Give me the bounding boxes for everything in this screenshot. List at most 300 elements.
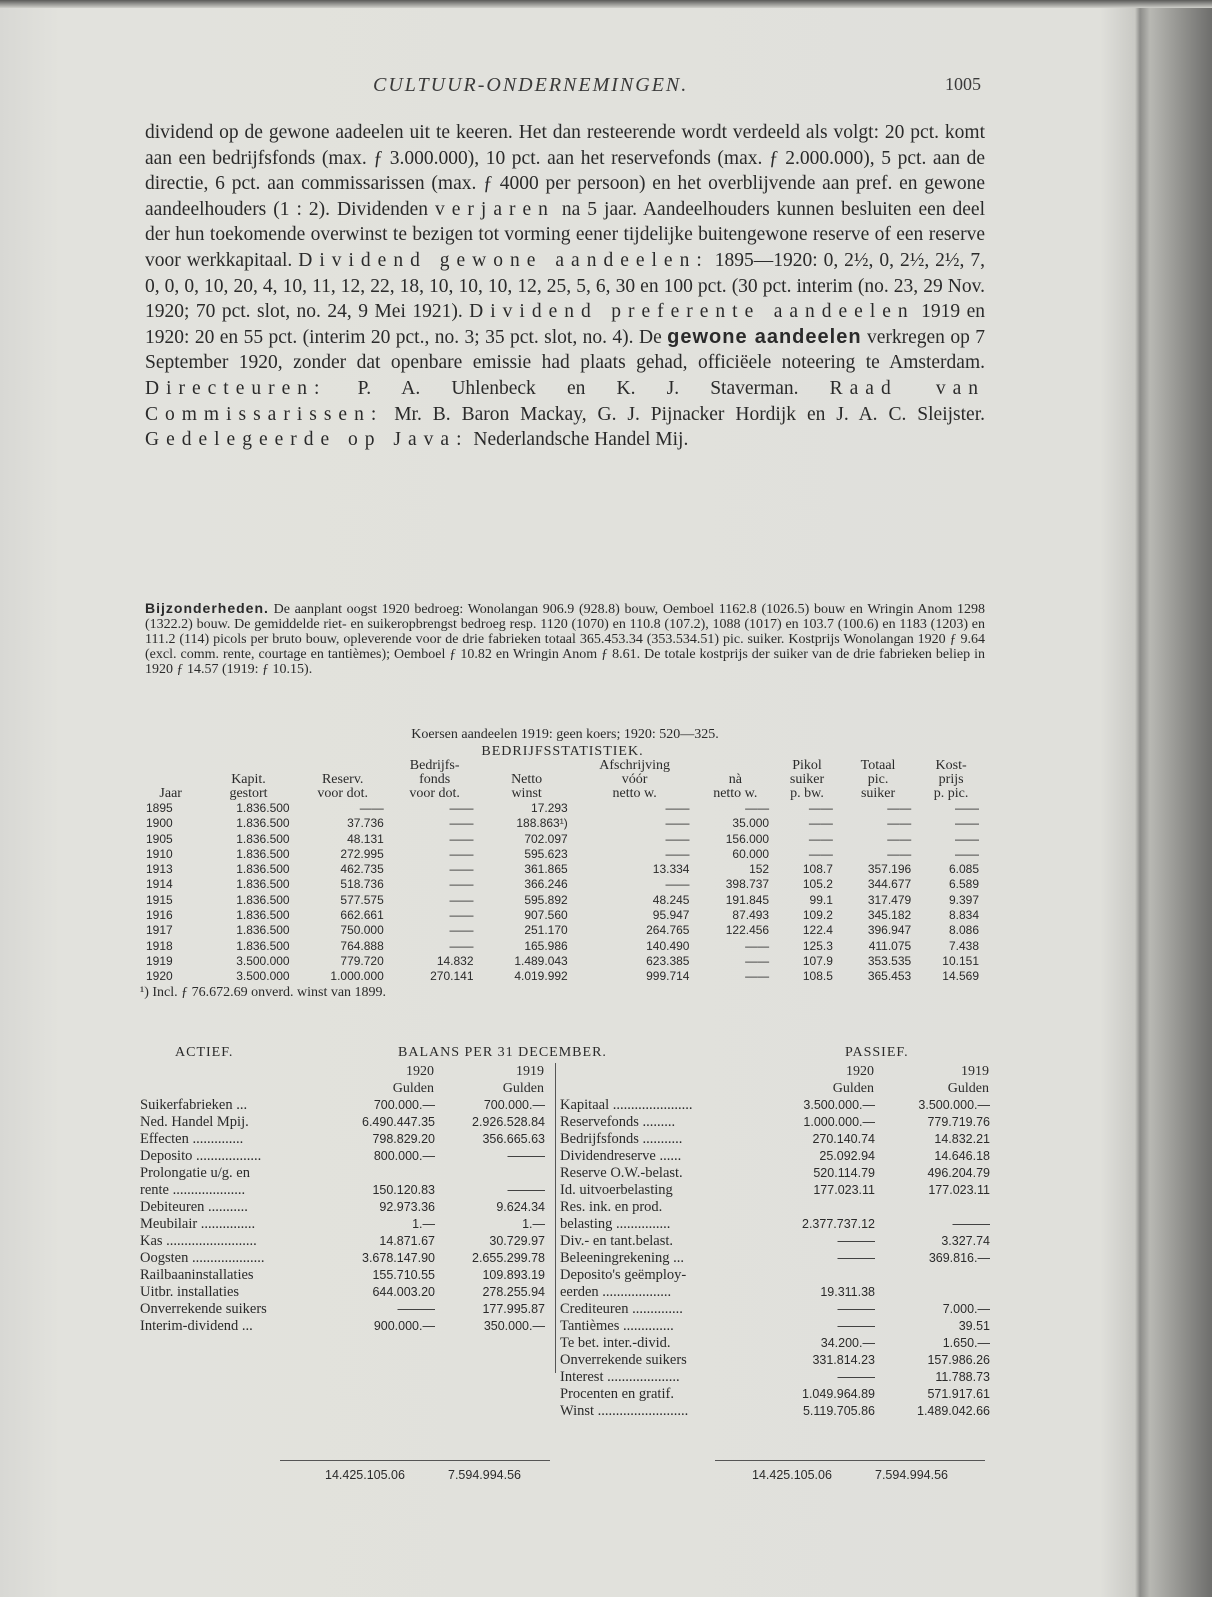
balance-item-value bbox=[875, 1284, 990, 1301]
statistiek-header-cell: p. pic. bbox=[933, 786, 969, 801]
label-gedelegeerde: Gedelegeerde op Java: bbox=[145, 429, 469, 451]
balance-item-value: 2.655.299.78 bbox=[472, 1251, 545, 1265]
balance-item-label: Onverrekende suikers bbox=[140, 1301, 267, 1317]
table-cell: 1.836.500 bbox=[236, 892, 290, 907]
text-de: De bbox=[638, 326, 662, 348]
table-cell: 1.836.500 bbox=[236, 816, 290, 831]
passief-unit-1920: Gulden bbox=[832, 1081, 874, 1096]
table-cell: 1895 bbox=[146, 801, 173, 815]
list-item bbox=[140, 1199, 545, 1216]
statistiek-header-cell: voor dot. bbox=[409, 786, 460, 801]
actief-total-1919: 7.594.994.56 bbox=[448, 1468, 521, 1482]
balance-item-value: 177.023.11 bbox=[813, 1183, 875, 1197]
list-item bbox=[560, 1182, 990, 1199]
list-item bbox=[560, 1131, 990, 1148]
statistiek-footnote: ¹) Incl. ƒ 76.672.69 onverd. winst van 1899. bbox=[140, 984, 387, 1000]
balance-item-label: Prolongatie u/g. en bbox=[140, 1165, 250, 1181]
statistiek-header-cell: netto w. bbox=[612, 786, 657, 801]
balance-item-value: 150.120.83 bbox=[372, 1183, 435, 1197]
table-cell: 1.836.500 bbox=[236, 831, 290, 846]
balance-item-value bbox=[325, 1165, 435, 1182]
list-item bbox=[140, 1250, 545, 1267]
statistiek-header-cell: Kost- bbox=[935, 758, 967, 773]
balance-item-label: Debiteuren ........... bbox=[140, 1199, 248, 1215]
balance-item-value: 3.678.147.90 bbox=[362, 1251, 435, 1265]
statistiek-header-cell: Netto bbox=[511, 772, 543, 787]
balance-item-value bbox=[875, 1267, 990, 1284]
balance-item-value: 278.255.94 bbox=[482, 1285, 545, 1299]
table-cell: 35.000 bbox=[732, 816, 770, 831]
koersen-line: Koersen aandeelen 1919: geen koers; 1920: 520—325. bbox=[411, 727, 719, 742]
balance-item-label: Meubilair ............... bbox=[140, 1216, 256, 1232]
table-cell: 10.151 bbox=[942, 953, 979, 968]
list-item bbox=[560, 1165, 990, 1182]
table-cell: 108.5 bbox=[802, 969, 833, 984]
statistiek-title: BEDRIJFSSTATISTIEK. bbox=[481, 744, 644, 759]
page-header bbox=[0, 74, 1100, 104]
table-cell: 48.245 bbox=[652, 892, 690, 907]
statistiek-header-cell bbox=[695, 759, 775, 773]
statistiek-header-cell bbox=[480, 759, 574, 773]
balance-item-value: 5.119.705.86 bbox=[802, 1404, 875, 1418]
text-gedelegeerde: Nederlandsche Handel Mij. bbox=[473, 429, 689, 451]
table-cell: 317.479 bbox=[867, 892, 912, 907]
passief-column bbox=[555, 1063, 990, 1419]
table-cell: —— bbox=[665, 846, 690, 861]
balance-item-value: ——— bbox=[507, 1183, 545, 1197]
table-cell: 7.438 bbox=[948, 938, 979, 953]
balance-item-value: 92.973.36 bbox=[379, 1200, 435, 1214]
statistiek-header-cell: Afschrijving bbox=[599, 758, 670, 773]
table-cell: —— bbox=[887, 831, 912, 846]
table-cell: —— bbox=[449, 892, 474, 907]
table-cell: 1.836.500 bbox=[236, 923, 290, 938]
balance-item-label: Te bet. inter.-divid. bbox=[560, 1335, 671, 1351]
actief-unit-1920: Gulden bbox=[392, 1081, 434, 1096]
balance-item-label: rente .................... bbox=[140, 1182, 246, 1198]
table-cell: 361.865 bbox=[524, 862, 568, 877]
statistiek-header-cell: fonds bbox=[419, 772, 451, 787]
passief-total-1920: 14.425.105.06 bbox=[752, 1468, 832, 1482]
statistiek-header-cell: Totaal bbox=[860, 758, 896, 773]
table-cell: 1.836.500 bbox=[236, 908, 290, 923]
statistiek-header-cell: Bedrijfs- bbox=[409, 758, 460, 773]
list-item bbox=[140, 1131, 545, 1148]
table-cell: 1.836.500 bbox=[236, 877, 290, 892]
table-cell: —— bbox=[449, 938, 474, 953]
table-cell: 595.623 bbox=[524, 846, 568, 861]
table-cell: —— bbox=[808, 831, 833, 846]
actief-unit-1919: Gulden bbox=[502, 1081, 544, 1096]
balance-item-label: Railbaaninstallaties bbox=[140, 1267, 254, 1283]
balance-item-label: Reserve O.W.-belast. bbox=[560, 1165, 683, 1181]
table-cell: —— bbox=[808, 846, 833, 861]
balance-item-label: Deposito .................. bbox=[140, 1148, 262, 1164]
balance-item-value: 779.719.76 bbox=[927, 1115, 990, 1129]
balance-item-value: 356.665.63 bbox=[482, 1132, 545, 1146]
table-row bbox=[140, 939, 985, 954]
table-cell: 95.947 bbox=[652, 908, 690, 923]
table-cell: 365.453 bbox=[867, 969, 912, 984]
passief-year-1920: 1920 bbox=[846, 1064, 874, 1079]
balance-item-value: 14.832.21 bbox=[934, 1132, 990, 1146]
table-cell: —— bbox=[745, 938, 770, 953]
table-cell: 1916 bbox=[146, 908, 173, 923]
balance-item-value: ——— bbox=[507, 1149, 545, 1163]
balance-item-label: Tantièmes .............. bbox=[560, 1318, 674, 1334]
balance-item-value: 700.000.— bbox=[373, 1098, 435, 1112]
balance-item-value bbox=[760, 1199, 875, 1216]
list-item bbox=[140, 1267, 545, 1284]
balance-item-value: 800.000.— bbox=[373, 1149, 435, 1163]
table-cell: —— bbox=[745, 969, 770, 984]
balance-item-value bbox=[875, 1199, 990, 1216]
table-row bbox=[140, 816, 985, 831]
statistiek-header bbox=[140, 759, 985, 801]
balance-item-label: Div.- en tant.belast. bbox=[560, 1233, 674, 1249]
table-cell: 9.397 bbox=[948, 892, 979, 907]
table-cell: 411.075 bbox=[868, 938, 912, 953]
balance-item-value: ——— bbox=[952, 1217, 990, 1231]
table-cell: 270.141 bbox=[430, 969, 474, 984]
balance-item-value: 177.995.87 bbox=[482, 1302, 545, 1316]
table-cell: —— bbox=[449, 923, 474, 938]
balance-item-value bbox=[435, 1165, 545, 1182]
table-cell: 750.000 bbox=[340, 923, 384, 938]
statistiek-header-cell: Kapit. bbox=[231, 772, 266, 787]
balance-item-value: 7.000.— bbox=[942, 1302, 990, 1316]
balans bbox=[140, 1045, 990, 1443]
balance-item-label: Reservefonds ......... bbox=[560, 1114, 676, 1130]
balance-item-label: Onverrekende suikers bbox=[560, 1352, 687, 1368]
table-cell: —— bbox=[808, 816, 833, 831]
table-cell: —— bbox=[665, 801, 690, 815]
balance-item-value: 900.000.— bbox=[373, 1319, 435, 1333]
passief-total-1919: 7.594.994.56 bbox=[875, 1468, 948, 1482]
table-cell: 1.489.043 bbox=[514, 953, 568, 968]
table-cell: —— bbox=[887, 801, 912, 815]
statistiek-header-cell bbox=[140, 773, 201, 787]
table-cell: 577.575 bbox=[340, 892, 384, 907]
passief-total-rule bbox=[715, 1460, 985, 1461]
balance-item-value: ——— bbox=[837, 1234, 875, 1248]
statistiek-header-row bbox=[140, 773, 985, 787]
statistiek-header-cell: netto w. bbox=[713, 786, 758, 801]
balance-item-label: Res. ink. en prod. bbox=[560, 1199, 663, 1215]
list-item bbox=[140, 1114, 545, 1131]
table-row bbox=[140, 832, 985, 847]
text-noteering: verkregen op 7 September 1920, zonder dat openbare emissie had plaats gehad, officiëele noteering te Amsterdam. bbox=[145, 326, 986, 374]
table-cell: —— bbox=[745, 801, 770, 815]
balance-item-value: 1.049.964.89 bbox=[802, 1387, 875, 1401]
table-cell: 37.736 bbox=[347, 816, 384, 831]
balance-item-value: 9.624.34 bbox=[496, 1200, 545, 1214]
table-cell: —— bbox=[449, 801, 474, 815]
table-row bbox=[140, 877, 985, 892]
table-cell: 14.832 bbox=[436, 953, 474, 968]
statistiek-header-cell: Jaar bbox=[159, 786, 182, 801]
table-cell: 8.086 bbox=[948, 923, 979, 938]
table-cell: 1920 bbox=[146, 969, 173, 984]
table-row bbox=[140, 908, 985, 923]
statistiek-header-cell: Pikol bbox=[792, 758, 822, 773]
table-cell: 140.490 bbox=[646, 938, 690, 953]
table-cell: 108.7 bbox=[802, 862, 833, 877]
actief-column bbox=[140, 1063, 545, 1335]
table-cell: 344.677 bbox=[867, 877, 912, 892]
table-cell: 3.500.000 bbox=[236, 953, 290, 968]
table-row bbox=[140, 862, 985, 877]
statistiek-header-cell: vóór bbox=[621, 772, 648, 787]
table-cell: 1.836.500 bbox=[236, 938, 290, 953]
statistiek-header-cell: voor dot. bbox=[317, 786, 368, 801]
balance-item-label: Uitbr. installaties bbox=[140, 1284, 240, 1300]
table-cell: 109.2 bbox=[802, 908, 833, 923]
running-title: CULTUUR-ONDERNEMINGEN. bbox=[373, 74, 689, 96]
table-cell: —— bbox=[955, 831, 979, 846]
statistiek-header-cell: winst bbox=[511, 786, 542, 801]
table-row bbox=[140, 923, 985, 938]
label-directeuren: Directeuren: bbox=[145, 377, 327, 399]
balance-item-value: 496.204.79 bbox=[927, 1166, 990, 1180]
balance-item-value: 798.829.20 bbox=[372, 1132, 435, 1146]
label-bijzonderheden: Bijzonderheden. bbox=[145, 600, 269, 616]
table-cell: 17.293 bbox=[531, 801, 568, 815]
table-cell: 1.836.500 bbox=[236, 862, 290, 877]
balance-item-value: 1.— bbox=[522, 1217, 545, 1231]
balance-item-label: Effecten .............. bbox=[140, 1131, 244, 1147]
table-cell: 60.000 bbox=[732, 846, 770, 861]
text-dividend-preferente: 1919 en 1920: 20 en 55 pct. (interim 20 pct., no. 3; 35 pct. slot, no. 4). bbox=[145, 301, 985, 348]
balance-item-label: Oogsten .................... bbox=[140, 1250, 265, 1266]
list-item bbox=[140, 1284, 545, 1301]
balance-item-label: Bedrijfsfonds ........... bbox=[560, 1131, 683, 1147]
table-cell: 907.560 bbox=[524, 908, 568, 923]
table-cell: 125.3 bbox=[802, 938, 833, 953]
table-cell: 662.661 bbox=[340, 908, 384, 923]
balance-item-value: 1.000.000.— bbox=[803, 1115, 875, 1129]
table-cell: —— bbox=[449, 877, 474, 892]
balance-item-label: Kapitaal ...................... bbox=[560, 1097, 693, 1113]
table-cell: 1910 bbox=[146, 846, 173, 861]
label-passief: PASSIEF. bbox=[845, 1045, 909, 1060]
label-dividend-preferente: Dividend preferente aandeelen bbox=[469, 301, 915, 323]
table-cell: 1.836.500 bbox=[236, 801, 290, 815]
table-cell: —— bbox=[665, 877, 690, 892]
balans-title: BALANS PER 31 DECEMBER. bbox=[398, 1045, 607, 1060]
table-cell: —— bbox=[359, 801, 384, 815]
list-item bbox=[560, 1386, 990, 1403]
table-cell: 152 bbox=[749, 862, 770, 877]
page-number: 1005 bbox=[945, 74, 981, 94]
table-cell: 999.714 bbox=[646, 969, 690, 984]
table-row bbox=[140, 801, 985, 816]
actief-total-1920: 14.425.105.06 bbox=[325, 1468, 405, 1482]
table-cell: 14.569 bbox=[942, 969, 979, 984]
balance-item-value: 270.140.74 bbox=[812, 1132, 875, 1146]
table-cell: 1918 bbox=[146, 938, 173, 953]
table-cell: 366.246 bbox=[524, 877, 568, 892]
label-gewone-aandeelen: gewone aandeelen bbox=[667, 325, 862, 348]
statistiek-header-cell: suiker bbox=[860, 786, 896, 801]
table-cell: 1.000.000 bbox=[330, 969, 384, 984]
balance-item-label: Crediteuren .............. bbox=[560, 1301, 683, 1317]
table-cell: 6.589 bbox=[948, 877, 979, 892]
table-cell: 398.737 bbox=[725, 877, 770, 892]
balance-item-value: 2.377.737.12 bbox=[802, 1217, 875, 1231]
bedrijfsstatistiek bbox=[140, 744, 985, 1001]
table-cell: —— bbox=[665, 831, 690, 846]
text-dividend-history: 1895—1920: 0, 2½, 0, 2½, 2½, 7, 0, 0, 0, 10, 20, 4, 10, 11, 12, 22, 18, 10, 10, 10, 12, 25, 5, 6, 30 en 100 pct. (30 pct. interim (no. 23, 29 Nov. 1920; 70 pct. slot, no. 24, 9 Mei 1921). bbox=[145, 249, 986, 323]
balance-item-value: 3.327.74 bbox=[941, 1234, 990, 1248]
balance-item-value: 155.710.55 bbox=[372, 1268, 435, 1282]
table-cell: 1915 bbox=[146, 892, 173, 907]
table-row bbox=[140, 969, 985, 984]
passief-unit-1919: Gulden bbox=[947, 1081, 989, 1096]
list-item bbox=[560, 1369, 990, 1386]
table-cell: 122.456 bbox=[725, 923, 770, 938]
table-cell: 1917 bbox=[146, 923, 173, 938]
statistiek-header-row bbox=[140, 787, 985, 801]
list-item bbox=[140, 1165, 545, 1182]
label-dividend-gewone: Dividend gewone aandeelen: bbox=[298, 249, 709, 271]
balance-item-value: 3.500.000.— bbox=[803, 1098, 875, 1112]
table-row bbox=[140, 954, 985, 969]
table-cell: 353.535 bbox=[867, 953, 912, 968]
table-row bbox=[140, 893, 985, 908]
balance-item-label: Ned. Handel Mpij. bbox=[140, 1114, 249, 1130]
balance-item-label: Kas ......................... bbox=[140, 1233, 257, 1249]
table-cell: —— bbox=[955, 846, 979, 861]
list-item bbox=[140, 1097, 545, 1114]
list-item bbox=[560, 1301, 990, 1318]
balance-item-value: 6.490.447.35 bbox=[362, 1115, 435, 1129]
balance-item-value: 177.023.11 bbox=[928, 1183, 990, 1197]
statistiek-header-cell: prijs bbox=[938, 772, 964, 787]
company-description bbox=[145, 120, 985, 453]
statistiek-header-cell bbox=[201, 759, 295, 773]
table-cell: —— bbox=[887, 846, 912, 861]
actief-year-1919: 1919 bbox=[516, 1064, 544, 1079]
table-cell: 1900 bbox=[146, 816, 173, 831]
table-cell: 345.182 bbox=[867, 908, 912, 923]
statistiek-header-cell bbox=[296, 759, 390, 773]
balance-item-value: 2.926.528.84 bbox=[472, 1115, 545, 1129]
actief-year-1920: 1920 bbox=[406, 1064, 434, 1079]
list-item bbox=[140, 1216, 545, 1233]
table-cell: 188.863¹) bbox=[516, 816, 568, 831]
statistiek-header-cell bbox=[140, 759, 201, 773]
balance-item-value: ——— bbox=[837, 1302, 875, 1316]
table-cell: 165.986 bbox=[524, 938, 568, 953]
balance-item-value: 520.114.79 bbox=[813, 1166, 875, 1180]
list-item bbox=[560, 1199, 990, 1216]
balance-item-label: Id. uitvoerbelasting bbox=[560, 1182, 673, 1198]
balance-item-label: Beleeningrekening ... bbox=[560, 1250, 685, 1266]
table-cell: —— bbox=[887, 816, 912, 831]
balance-item-value: 1.— bbox=[412, 1217, 435, 1231]
balance-item-value: 571.917.61 bbox=[927, 1387, 990, 1401]
label-actief: ACTIEF. bbox=[175, 1045, 234, 1060]
balance-item-value: ——— bbox=[837, 1251, 875, 1265]
table-cell: 6.085 bbox=[948, 862, 979, 877]
text-overwinst: na 5 jaar. Aandeelhouders kunnen besluiten een deel der hun toekomende overwinst te bezigen tot vorming eener tijdelijke buitengewone reserve of een reserve voor werkkapitaal. bbox=[145, 198, 985, 271]
list-item bbox=[140, 1301, 545, 1318]
balance-item-value: 14.871.67 bbox=[379, 1234, 435, 1248]
balans-header bbox=[140, 1045, 985, 1063]
table-cell: 518.736 bbox=[340, 877, 384, 892]
actief-total-rule bbox=[280, 1460, 550, 1461]
balance-item-value: 1.650.— bbox=[942, 1336, 990, 1350]
table-cell: —— bbox=[449, 816, 474, 831]
balance-item-value: 644.003.20 bbox=[372, 1285, 435, 1299]
list-item bbox=[560, 1216, 990, 1233]
balance-item-value: 11.788.73 bbox=[935, 1370, 990, 1384]
list-item bbox=[560, 1267, 990, 1284]
label-raad-van-commissarissen: Raad van Commissarissen: bbox=[145, 377, 986, 425]
table-cell: —— bbox=[955, 801, 979, 815]
bijzonderheden-section bbox=[145, 601, 985, 677]
balance-item-label: Winst ......................... bbox=[560, 1403, 689, 1419]
statistiek-header-cell: gestort bbox=[229, 786, 268, 801]
table-cell: 357.196 bbox=[867, 862, 912, 877]
list-item bbox=[140, 1233, 545, 1250]
table-cell: 99.1 bbox=[809, 892, 833, 907]
balance-item-value: 3.500.000.— bbox=[918, 1098, 990, 1112]
list-item bbox=[140, 1318, 545, 1335]
table-cell: 779.720 bbox=[340, 953, 384, 968]
list-item bbox=[560, 1250, 990, 1267]
spaced-verjaren: verjaren bbox=[435, 198, 555, 220]
balance-item-value: ——— bbox=[397, 1302, 435, 1316]
statistiek-header-cell: nà bbox=[728, 772, 742, 787]
table-cell: 702.097 bbox=[524, 831, 568, 846]
list-item bbox=[560, 1233, 990, 1250]
table-cell: 462.735 bbox=[340, 862, 384, 877]
list-item bbox=[560, 1335, 990, 1352]
list-item bbox=[560, 1097, 990, 1114]
balance-item-value: 369.816.— bbox=[928, 1251, 990, 1265]
table-cell: 122.4 bbox=[802, 923, 833, 938]
balance-item-value: ——— bbox=[837, 1319, 875, 1333]
table-cell: 396.947 bbox=[867, 923, 912, 938]
table-cell: —— bbox=[449, 846, 474, 861]
list-item bbox=[560, 1318, 990, 1335]
balance-item-value: 39.51 bbox=[958, 1319, 990, 1333]
balance-item-value: 331.814.23 bbox=[812, 1353, 875, 1367]
balance-item-label: eerden ................... bbox=[560, 1284, 672, 1300]
table-cell: —— bbox=[449, 862, 474, 877]
actief-rows bbox=[140, 1097, 545, 1335]
list-item bbox=[560, 1284, 990, 1301]
statistiek-header-cell: pic. bbox=[867, 772, 889, 787]
statistiek-body bbox=[140, 801, 985, 985]
list-item bbox=[560, 1403, 990, 1420]
balance-item-label: Deposito's geëmploy- bbox=[560, 1267, 687, 1283]
balance-item-value: 25.092.94 bbox=[819, 1149, 875, 1163]
balance-item-label: Procenten en gratif. bbox=[560, 1386, 674, 1402]
list-item bbox=[560, 1114, 990, 1131]
table-cell: 1905 bbox=[146, 831, 173, 846]
balance-item-label: Interim-dividend ... bbox=[140, 1318, 253, 1334]
table-cell: 4.019.992 bbox=[514, 969, 568, 984]
table-cell: —— bbox=[449, 908, 474, 923]
balance-item-value bbox=[760, 1267, 875, 1284]
table-cell: —— bbox=[665, 816, 690, 831]
list-item bbox=[560, 1148, 990, 1165]
table-cell: 48.131 bbox=[347, 831, 384, 846]
table-cell: 1.836.500 bbox=[236, 846, 290, 861]
